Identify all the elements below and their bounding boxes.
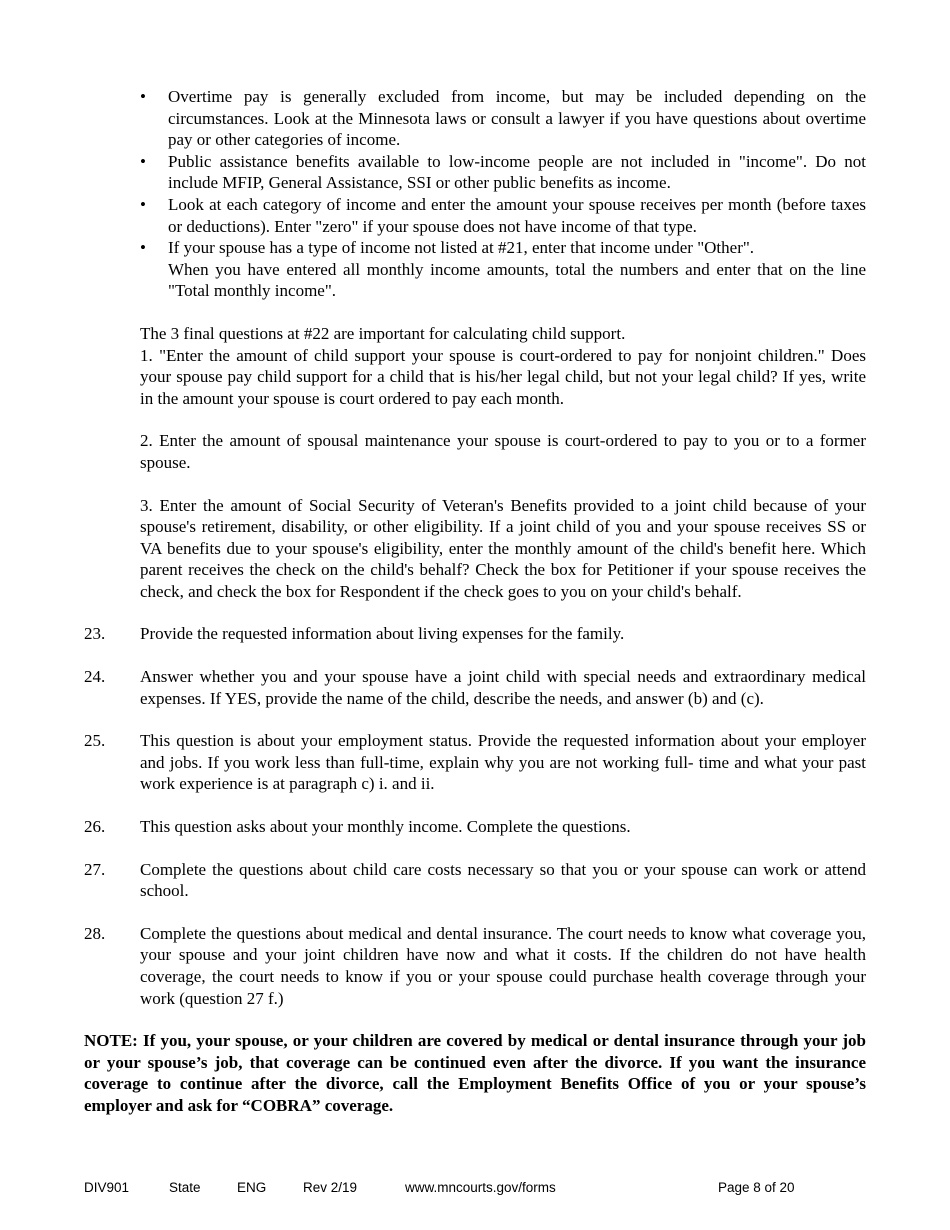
item-24	[84, 666, 866, 709]
cobra-note: NOTE: If you, your spouse, or your children are covered by medical or dental insurance through your job or your spouse’s job, that coverage can be continued even after the divorce. If you want the insurance coverage to continue after the divorce, call the Employment Benefits Office of you or your spouse’s employer and ask for “COBRA” coverage.	[84, 1031, 866, 1115]
q22-paragraph-1: 1. "Enter the amount of child support your spouse is court-ordered to pay for nonjoint children." Does your spouse pay child support for a child that is his/her legal child, but not your legal child? If yes, write in the amount your spouse is court ordered to pay each month.	[140, 345, 866, 408]
item-number: 26.	[84, 817, 106, 837]
item-number: 24.	[84, 667, 106, 687]
item-text: Complete the questions about child care costs necessary so that you or your spouse can work or attend school.	[140, 859, 866, 901]
bullet-income-category: • Look at each category of income and enter the amount your spouse receives per month (before taxes or deductions). Enter "zero" if your spouse does not have income of that type.	[140, 194, 866, 236]
bullet-icon: •	[140, 151, 146, 171]
footer-jurisdiction: State	[169, 1180, 201, 1195]
q22-paragraph-3: 3. Enter the amount of Social Security of Veteran's Benefits provided to a joint child because of your spouse's retirement, disability, or other eligibility. If a joint child of you and your spouse receives SS or VA benefits due to your spouse's eligibility, enter the monthly amount of the child's benefit here. Which parent receives the check on the child's behalf? Check the box for Petitioner if your spouse receives the check, and check the box for Respondent if the check goes to you on your child's behalf.	[140, 495, 866, 601]
item-25	[84, 730, 866, 795]
item-23	[84, 623, 866, 645]
footer-form-id: DIV901	[84, 1180, 130, 1195]
bullet-continuation: When you have entered all monthly income amounts, total the numbers and enter that on the line "Total monthly income".	[168, 259, 866, 301]
item-number: 27.	[84, 859, 106, 879]
income-bullet-list	[84, 86, 866, 259]
footer-revision: Rev 2/19	[303, 1180, 358, 1195]
item-text: Complete the questions about medical and dental insurance. The court needs to know what coverage you, your spouse and your joint children have now and what it costs. If the children do not have health coverage, the court needs to know if you or your spouse could purchase health coverage through your work (question 27 f.)	[140, 923, 866, 1008]
bullet-icon: •	[140, 238, 146, 258]
item-number: 25.	[84, 731, 106, 751]
q22-intro: The 3 final questions at #22 are important for calculating child support.	[140, 323, 626, 343]
document-body	[84, 86, 866, 1117]
bullet-overtime: • Overtime pay is generally excluded from income, but may be included depending on the circumstances. Look at the Minnesota laws or consult a lawyer if you have questions about overtime pay or other categories of income.	[140, 87, 866, 150]
item-28	[84, 923, 866, 1009]
bullet-other-income: • If your spouse has a type of income not listed at #21, enter that income under "Other".	[140, 238, 755, 258]
bullet-public-assistance: • Public assistance benefits available to low-income people are not included in "income". Do not include MFIP, General Assistance, SSI or other public benefits as income.	[140, 151, 866, 193]
bullet-icon: •	[140, 194, 146, 214]
footer-language: ENG	[237, 1180, 267, 1195]
item-text: This question is about your employment status. Provide the requested information about your employer and jobs. If you work less than full-time, explain why you are not working full- time and what your past work experience is at paragraph c) i. and ii.	[140, 731, 866, 794]
item-26	[84, 816, 866, 838]
item-text: This question asks about your monthly income. Complete the questions.	[140, 817, 631, 837]
item-number: 23.	[84, 624, 106, 644]
item-text: Provide the requested information about living expenses for the family.	[140, 624, 625, 644]
item-number: 28.	[84, 923, 106, 943]
q22-paragraph-2: 2. Enter the amount of spousal maintenance your spouse is court-ordered to pay to you or to a former spouse.	[140, 431, 866, 472]
footer-page-number: Page 8 of 20	[718, 1180, 795, 1195]
item-27	[84, 859, 866, 902]
item-text: Answer whether you and your spouse have a joint child with special needs and extraordinary medical expenses. If YES, provide the name of the child, describe the needs, and answer (b) and (c).	[140, 667, 866, 708]
footer-url[interactable]: www.mncourts.gov/forms	[405, 1180, 556, 1195]
bullet-icon: •	[140, 87, 146, 106]
